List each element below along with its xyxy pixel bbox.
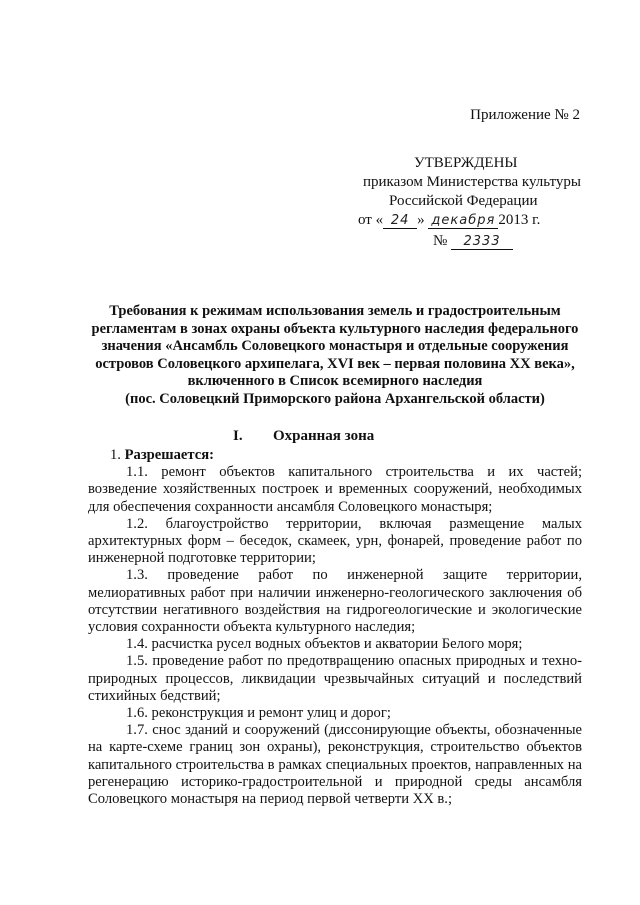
- clause-1-2: 1.2. благоустройство территории, включая размещение малых архитектурных форм – беседок, скамеек, урн, фонарей, проведение работ по инженерной подготовке территории;: [88, 515, 582, 567]
- clause-heading: [88, 447, 582, 464]
- approved-heading: УТВЕРЖДЕНЫ: [414, 155, 518, 171]
- approval-line-1: приказом Министерства культуры: [363, 174, 581, 190]
- title-line: регламентам в зонах охраны объекта культурного наследия федерального: [91, 320, 579, 337]
- clause-1-6: 1.6. реконструкция и ремонт улиц и дорог;: [126, 705, 391, 722]
- date-year: 2013 г.: [498, 212, 541, 228]
- section-number: I.: [233, 428, 243, 444]
- approval-line-2: Российской Федерации: [389, 193, 538, 209]
- date-prefix: от «: [358, 212, 384, 228]
- section-title: Охранная зона: [273, 428, 375, 444]
- clause-number: 1.: [110, 447, 121, 463]
- document-title: [70, 303, 600, 409]
- title-line: включенного в Список всемирного наследия: [187, 373, 483, 390]
- date-day: 24: [383, 214, 417, 229]
- title-line: (пос. Соловецкий Приморского района Архангельской области): [125, 390, 545, 407]
- order-number: 2333: [451, 235, 513, 250]
- document-body: [88, 447, 582, 808]
- date-mid: »: [417, 212, 425, 228]
- clause-1-4: 1.4. расчистка русел водных объектов и акватории Белого моря;: [126, 636, 523, 653]
- number-prefix: №: [433, 233, 448, 249]
- approval-date: [358, 212, 540, 229]
- clause-heading-text: Разрешается:: [124, 447, 214, 463]
- date-month: декабря: [428, 214, 498, 229]
- clause-1-3: 1.3. проведение работ по инженерной защите территории, мелиоративных работ при наличии инженерно-геологического заключения об отсутствии негативного воздействия на гидрогеологические и экологические условия сохранности объекта культурного наследия;: [88, 567, 582, 636]
- clause-1-5: 1.5. проведение работ по предотвращению опасных природных и техно-природных процессов, ликвидации чрезвычайных ситуаций и последствий стихийных бедствий;: [88, 653, 582, 704]
- title-line: значения «Ансамбль Соловецкого монастыря и отдельные сооружения: [101, 338, 569, 355]
- clause-1-1: 1.1. ремонт объектов капитального строительства и их частей; возведение хозяйственных построек и временных сооружений, необходимых для обеспечения сохранности ансамбля Соловецкого монастыря;: [88, 464, 582, 515]
- appendix-label: Приложение № 2: [470, 107, 580, 123]
- title-line: островов Соловецкого архипелага, XVI век – первая половина XX века»,: [95, 355, 575, 372]
- approval-number: [433, 233, 513, 250]
- clause-1-7: 1.7. снос зданий и сооружений (диссонирующие объекты, обозначенные на карте-схеме границ зон охраны), реконструкция, строительство объектов капитального строительства в рамках специальных проектов, направленных на регенерацию историко-градостроительной и природной среды ансамбля Соловецкого монастыря на период первой четверти XX в.;: [88, 722, 582, 808]
- title-line: Требования к режимам использования земель и градостроительным: [109, 303, 561, 319]
